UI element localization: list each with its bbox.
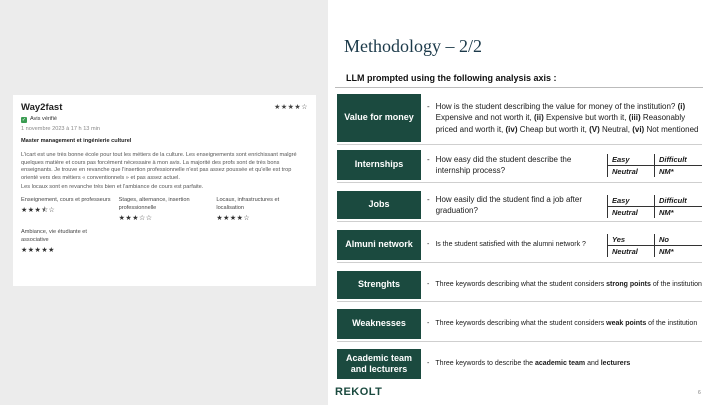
left-panel [0, 0, 328, 405]
axis-label: Academic team and lecturers [337, 349, 421, 379]
reviewer-name: Way2fast [21, 102, 63, 113]
axis-description-part: (iii) [628, 113, 641, 123]
axis-description-text [435, 280, 702, 290]
axis-description-part: (ii) [533, 113, 544, 123]
axis-row [337, 150, 702, 180]
axis-description-part: (iv) [505, 124, 518, 134]
answer-option: NM* [659, 167, 674, 176]
axis-description-text [436, 154, 602, 176]
answer-option: Yes [608, 234, 655, 246]
axis-description-part: of the institution [646, 320, 698, 328]
row-divider [337, 182, 702, 183]
slide-title: Methodology – 2/2 [344, 36, 482, 56]
bullet-dash: - [427, 320, 430, 328]
axis-description-text [436, 101, 702, 135]
review-program: Master management et ingénierie culturel [21, 137, 132, 144]
axis-label: Internships [337, 150, 421, 180]
row-divider [337, 221, 702, 222]
rekolt-logo: REKOLT [335, 386, 383, 398]
rating-item [119, 197, 211, 223]
rating-label: Locaux, infrastructures et localisation [216, 196, 280, 211]
axis-description-text [435, 319, 697, 329]
answer-option: Neutral [608, 166, 655, 177]
rating-stars: ★★★★★ [21, 247, 55, 255]
axis-description-part: of the institution [650, 281, 702, 289]
axis-description-part: Neutral, [599, 124, 633, 134]
axis-description-part: Not mentioned [644, 124, 699, 134]
axis-label: Value for money [337, 94, 421, 142]
axis-description-part: Reasonably priced and worth it, [435, 113, 686, 134]
axis-description-part: strong points [606, 281, 651, 289]
axis-description [421, 319, 702, 329]
bullet-dash: - [427, 360, 430, 368]
axis-label: Jobs [337, 191, 421, 219]
review-paragraph: Les locaux sont en revanche très bien et l'ambiance de cours est parfaite. [21, 184, 204, 191]
axis-label: Strenghts [337, 271, 421, 299]
divider [335, 87, 703, 88]
bullet-dash: - [427, 281, 430, 289]
answer-options [607, 154, 702, 177]
review-body [21, 152, 308, 192]
rating-stars: ★★★★☆ [216, 214, 251, 222]
rating-item [21, 229, 113, 255]
axis-row [337, 349, 702, 379]
answer-option: NM* [659, 208, 674, 217]
review-paragraph: L'icart est une très bonne école pour tout les métiers de la culture. Les enseignements sont enrichissant malgré quelques matière et cours pas forcément nécessaire à mon avis. La majorité des profs sont de très bons enseignants. Je trouve en revanche que l'insertion professionnelle n'est pas assez poussée et qu'elle est trop orienté vers des métiers « conventionnels » et pas assez actuel. [21, 151, 297, 182]
axis-label: Almuni network [337, 230, 421, 260]
bullet-dash: - [427, 241, 430, 249]
axis-description-part: academic team [534, 360, 586, 368]
rating-item [216, 197, 308, 223]
ratings-grid [21, 197, 308, 256]
axis-description-part: Is the student satisfied with the alumni network ? [435, 241, 586, 249]
axis-description-part: lecturers [600, 360, 631, 368]
axis-description-text [435, 359, 630, 369]
row-divider [337, 301, 702, 302]
answer-option: Easy [608, 154, 655, 166]
answer-option: Difficult [655, 195, 702, 207]
answer-options [607, 234, 702, 257]
bullet-dash: - [427, 154, 430, 164]
review-header [21, 101, 308, 114]
axis-description-part: weak points [606, 320, 647, 328]
axis-description-part: How easily did the student find a job after graduation? [435, 194, 582, 215]
answer-option: NM* [659, 247, 674, 256]
row-divider [337, 341, 702, 342]
answer-option: Difficult [655, 154, 702, 166]
rating-label: Enseignement, cours et professeurs [21, 196, 111, 203]
axis-description-part: How is the student describing the value for money of the institution? [435, 102, 678, 112]
axis-row [337, 271, 702, 299]
answer-option: Neutral [608, 246, 655, 257]
answer-option: Easy [608, 195, 655, 207]
answer-options [607, 195, 702, 218]
axis-description-part: Expensive but worth it, [543, 113, 629, 123]
review-card [13, 95, 316, 286]
review-date: 1 novembre 2023 à 17 h 13 min [21, 126, 100, 133]
answer-option: Neutral [608, 207, 655, 218]
axis-description-part: How easy did the student describe the internship process? [435, 154, 572, 175]
rating-stars: ★★★☆☆ [118, 214, 153, 222]
axis-description [421, 280, 702, 290]
axis-description-part: and [585, 360, 601, 368]
axis-description-part: Expensive and not worth it, [435, 113, 534, 123]
axis-description-part: Three keywords to describe the [435, 360, 535, 368]
axis-description [421, 101, 702, 135]
answer-option: No [655, 234, 702, 246]
axis-row [337, 309, 702, 339]
axis-row [337, 230, 702, 260]
rating-label: Ambiance, vie étudiante et associative [21, 229, 87, 244]
axis-row [337, 191, 702, 219]
check-icon: ✓ [21, 117, 27, 124]
rating-stars: ★★★⯪☆ [21, 206, 56, 214]
slide-subtitle: LLM prompted using the following analysis axis : [346, 73, 557, 83]
verified-badge [21, 116, 308, 124]
axis-description [421, 359, 702, 369]
axis-description-part: Three keywords describing what the student considers [435, 320, 607, 328]
axis-label: Weaknesses [337, 309, 421, 339]
axis-description-part: (i) [677, 102, 686, 112]
axis-description-part: Three keywords describing what the student considers [435, 281, 607, 289]
page-number: 6 [698, 390, 701, 396]
bullet-dash: - [427, 194, 430, 204]
row-divider [337, 144, 702, 145]
axis-description-text [435, 240, 586, 250]
axis-description-part: (V) [589, 124, 600, 134]
row-divider [337, 262, 702, 263]
axis-description-text [436, 194, 602, 216]
bullet-dash: - [427, 102, 430, 112]
axis-description-part: (vi) [632, 124, 645, 134]
rating-item [21, 197, 113, 223]
verified-label: Avis vérifié [30, 116, 57, 123]
axis-description-part: Cheap but worth it, [517, 124, 590, 134]
overall-stars: ★★★★☆ [274, 103, 308, 111]
rating-label: Stages, alternance, insertion professionnelle [118, 196, 190, 211]
axis-row [337, 94, 702, 142]
